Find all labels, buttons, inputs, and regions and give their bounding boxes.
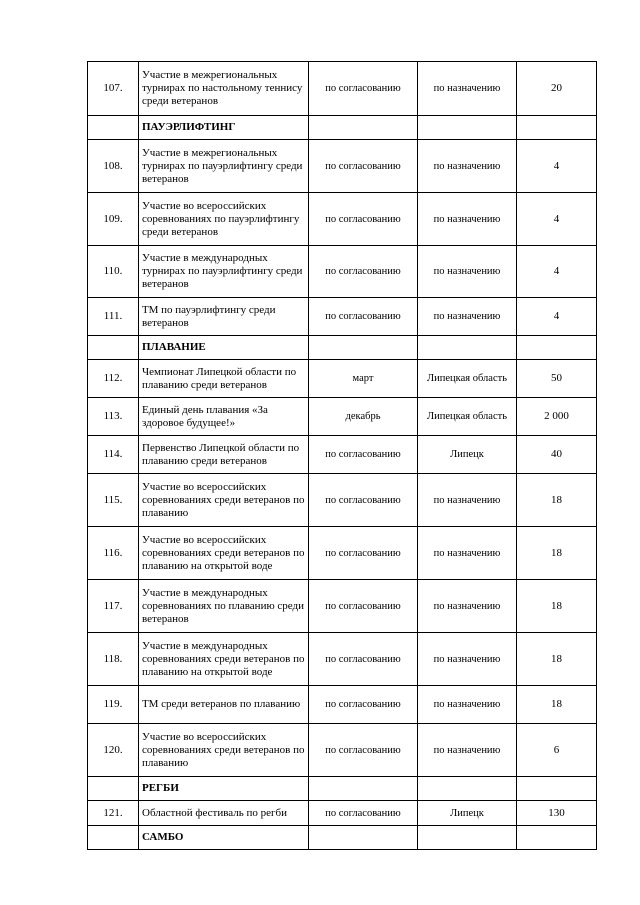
event-date: по согласованию (309, 298, 418, 336)
event-place: по назначению (418, 62, 517, 116)
events-table-body (88, 62, 597, 850)
row-number: 113. (88, 398, 139, 436)
event-date: по согласованию (309, 246, 418, 298)
participants-count: 4 (517, 298, 597, 336)
table-row (88, 436, 597, 474)
table-row (88, 633, 597, 686)
row-number: 118. (88, 633, 139, 686)
place-cell (418, 116, 517, 140)
row-number-cell (88, 826, 139, 850)
table-row (88, 801, 597, 826)
table-row (88, 580, 597, 633)
event-date: декабрь (309, 398, 418, 436)
event-place: по назначению (418, 140, 517, 193)
participants-count: 18 (517, 686, 597, 724)
row-number: 116. (88, 527, 139, 580)
table-row (88, 193, 597, 246)
participants-count: 2 000 (517, 398, 597, 436)
event-date: по согласованию (309, 436, 418, 474)
event-date: по согласованию (309, 140, 418, 193)
row-number-cell (88, 777, 139, 801)
section-title: ПЛАВАНИЕ (139, 336, 309, 360)
event-name: Участие во всероссийских соревнованиях среди ветеранов по плаванию (139, 474, 309, 527)
event-name: ТМ по пауэрлифтингу среди ветеранов (139, 298, 309, 336)
event-place: по назначению (418, 193, 517, 246)
event-place: по назначению (418, 580, 517, 633)
row-number-cell (88, 116, 139, 140)
participants-cell (517, 826, 597, 850)
event-name: Участие во всероссийских соревнованиях по пауэрлифтингу среди ветеранов (139, 193, 309, 246)
table-row (88, 686, 597, 724)
participants-count: 4 (517, 193, 597, 246)
section-title: ПАУЭРЛИФТИНГ (139, 116, 309, 140)
event-date: март (309, 360, 418, 398)
section-row (88, 336, 597, 360)
row-number-cell (88, 336, 139, 360)
date-cell (309, 777, 418, 801)
event-place: по назначению (418, 527, 517, 580)
date-cell (309, 826, 418, 850)
row-number: 119. (88, 686, 139, 724)
event-date: по согласованию (309, 801, 418, 826)
row-number: 107. (88, 62, 139, 116)
participants-count: 18 (517, 527, 597, 580)
event-date: по согласованию (309, 633, 418, 686)
participants-count: 20 (517, 62, 597, 116)
event-place: Липецк (418, 801, 517, 826)
table-row (88, 398, 597, 436)
row-number: 114. (88, 436, 139, 474)
table-row (88, 140, 597, 193)
event-place: по назначению (418, 724, 517, 777)
section-title: САМБО (139, 826, 309, 850)
participants-count: 40 (517, 436, 597, 474)
event-name: Участие в международных турнирах по пауэрлифтингу среди ветеранов (139, 246, 309, 298)
row-number: 117. (88, 580, 139, 633)
section-row (88, 116, 597, 140)
participants-count: 4 (517, 246, 597, 298)
participants-count: 130 (517, 801, 597, 826)
event-place: по назначению (418, 633, 517, 686)
event-place: Липецк (418, 436, 517, 474)
event-name: Участие в международных соревнованиях среди ветеранов по плаванию на открытой воде (139, 633, 309, 686)
place-cell (418, 826, 517, 850)
participants-cell (517, 777, 597, 801)
table-row (88, 724, 597, 777)
row-number: 120. (88, 724, 139, 777)
event-date: по согласованию (309, 686, 418, 724)
event-name: Первенство Липецкой области по плаванию среди ветеранов (139, 436, 309, 474)
participants-count: 50 (517, 360, 597, 398)
row-number: 109. (88, 193, 139, 246)
row-number: 115. (88, 474, 139, 527)
date-cell (309, 116, 418, 140)
event-place: по назначению (418, 474, 517, 527)
date-cell (309, 336, 418, 360)
event-date: по согласованию (309, 724, 418, 777)
participants-cell (517, 336, 597, 360)
table-row (88, 62, 597, 116)
row-number: 110. (88, 246, 139, 298)
row-number: 121. (88, 801, 139, 826)
place-cell (418, 336, 517, 360)
event-place: по назначению (418, 686, 517, 724)
table-row (88, 474, 597, 527)
row-number: 111. (88, 298, 139, 336)
event-date: по согласованию (309, 193, 418, 246)
table-row (88, 298, 597, 336)
table-row (88, 360, 597, 398)
section-row (88, 826, 597, 850)
event-date: по согласованию (309, 527, 418, 580)
event-name: Областной фестиваль по регби (139, 801, 309, 826)
events-table (87, 61, 597, 850)
participants-count: 18 (517, 474, 597, 527)
event-place: по назначению (418, 246, 517, 298)
event-name: Участие в межрегиональных турнирах по настольному теннису среди ветеранов (139, 62, 309, 116)
event-name: Участие во всероссийских соревнованиях среди ветеранов по плаванию (139, 724, 309, 777)
event-date: по согласованию (309, 580, 418, 633)
row-number: 108. (88, 140, 139, 193)
section-title: РЕГБИ (139, 777, 309, 801)
event-place: Липецкая область (418, 398, 517, 436)
event-name: ТМ среди ветеранов по плаванию (139, 686, 309, 724)
row-number: 112. (88, 360, 139, 398)
participants-count: 4 (517, 140, 597, 193)
participants-count: 18 (517, 633, 597, 686)
event-date: по согласованию (309, 474, 418, 527)
event-name: Участие в межрегиональных турнирах по пауэрлифтингу среди ветеранов (139, 140, 309, 193)
table-row (88, 246, 597, 298)
section-row (88, 777, 597, 801)
place-cell (418, 777, 517, 801)
participants-count: 18 (517, 580, 597, 633)
event-name: Участие в международных соревнованиях по плаванию среди ветеранов (139, 580, 309, 633)
participants-cell (517, 116, 597, 140)
event-name: Чемпионат Липецкой области по плаванию среди ветеранов (139, 360, 309, 398)
participants-count: 6 (517, 724, 597, 777)
event-date: по согласованию (309, 62, 418, 116)
table-row (88, 527, 597, 580)
event-name: Единый день плавания «За здоровое будущее!» (139, 398, 309, 436)
event-name: Участие во всероссийских соревнованиях среди ветеранов по плаванию на открытой воде (139, 527, 309, 580)
event-place: по назначению (418, 298, 517, 336)
event-place: Липецкая область (418, 360, 517, 398)
